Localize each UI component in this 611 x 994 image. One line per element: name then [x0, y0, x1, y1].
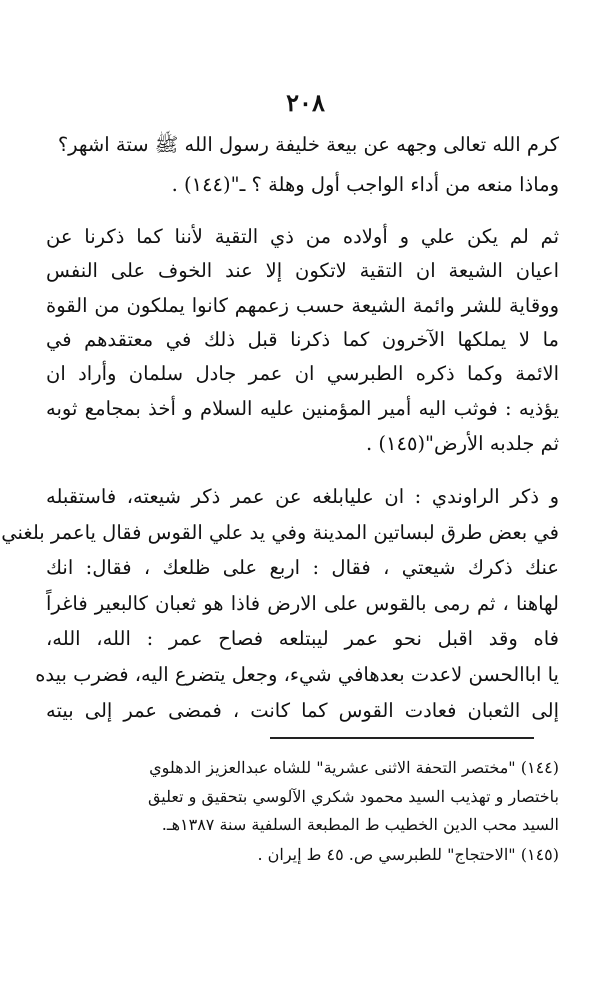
text-line: اعيان الشيعة ان التقية لاتكون إلا عند الخوف على النفس: [46, 259, 559, 282]
text-line: ثم جلدبه الأرض"(١٤٥) .: [366, 432, 559, 455]
footnote-line: باختصار و تهذيب السيد محمود شكري الآلوسي بتحقيق و تعليق: [147, 787, 559, 806]
text-line: إلى الثعبان فعادت القوس كما كانت ، فمضى عمر إلى بيته: [46, 699, 559, 722]
footnote-line: (١٤٥) "الاحتجاج" للطبرسي ص. ٤٥ ط إيران .: [257, 845, 559, 864]
text-line: عنك ذكرك شيعتي ، فقال : اربع على ظلعك ، فقال: انك: [46, 556, 559, 579]
footnote-line: السيد محب الدين الخطيب ط المطبعة السلفية سنة ١٣٨٧هـ.: [161, 815, 559, 834]
text-line: ووقاية للشر وائمة الشيعة حسب زعمهم كانوا يملكون من القوة: [46, 294, 559, 317]
text-line: لهاهنا ، ثم رمى بالقوس على الارض فاذا هو ثعبان كالبعير فاغراً: [46, 592, 559, 615]
text-line: وماذا منعه من أداء الواجب أول وهلة ؟ ـ"(١٤٤) .: [171, 173, 559, 196]
text-line: يا اباالحسن لاعدت بعدهافي شيء، وجعل يتضرع اليه، فضرب بيده: [35, 663, 559, 686]
text-line: ثم لم يكن علي و أولاده من ذي التقية لأننا كما ذكرنا عن: [46, 225, 559, 248]
text-line: ما لا يملكها الآخرون كما ذكرنا قبل ذلك في معتقدهم في: [46, 328, 559, 351]
text-line: يؤذيه : فوثب اليه أمير المؤمنين عليه السلام و أخذ بمجامع ثوبه: [46, 397, 559, 420]
footnote-line: (١٤٤) "مختصر التحفة الاثنى عشرية" للشاه عبدالعزيز الدهلوي: [149, 758, 559, 777]
text-line: و ذكر الراوندي : ان عليابلغه عن عمر ذكر شيعته، فاستقبله: [46, 485, 559, 508]
footnote-divider: [270, 737, 534, 739]
text-line: الائمة وكما ذكره الطبرسي ان عمر جادل سلمان وأراد ان: [46, 362, 559, 385]
page-number: ٢٠٨: [286, 88, 325, 117]
text-line: كرم الله تعالى وجهه عن بيعة خليفة رسول الله ﷺ ستة اشهر؟: [57, 133, 559, 156]
text-line: في بعض طرق لبساتين المدينة وفي يد علي القوس فقال ياعمر بلغني: [1, 521, 559, 544]
text-line: فاه وقد اقبل نحو عمر ليبتلعه فصاح عمر : الله، الله،: [46, 627, 559, 650]
